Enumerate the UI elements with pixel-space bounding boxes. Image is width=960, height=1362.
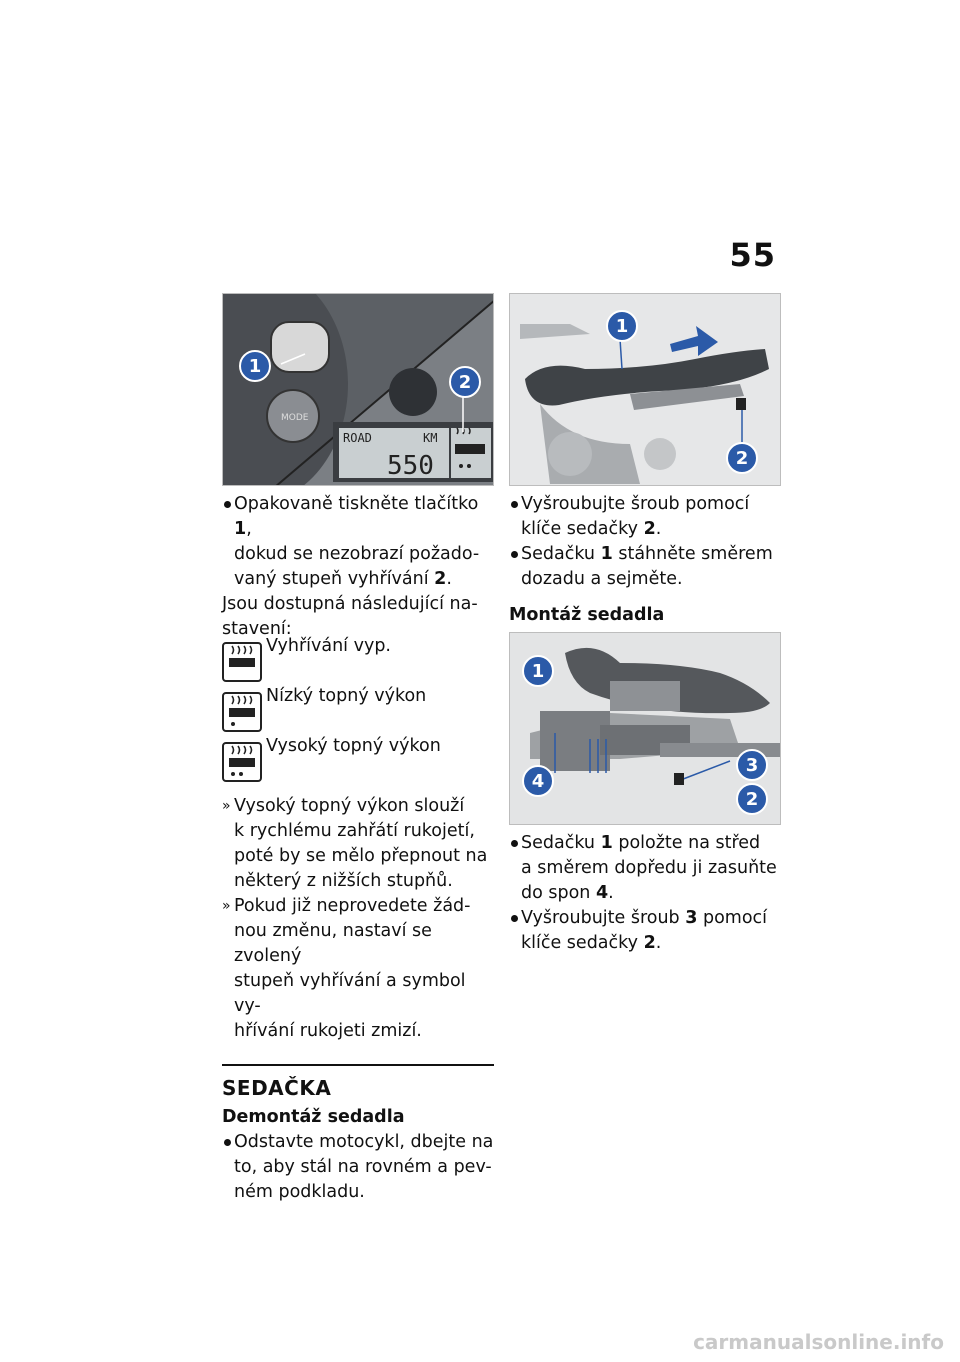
section-title: SEDAČKA	[222, 1076, 332, 1100]
step-text: dokud se nezobrazí požado-	[234, 544, 480, 564]
result-mark: »	[222, 798, 231, 814]
step-text: .	[655, 519, 662, 539]
step-text: ném podkladu.	[234, 1182, 365, 1202]
step-text: .	[446, 569, 452, 589]
step-text: Vyšroubujte šroub	[521, 908, 686, 928]
step-text: Sedačku	[521, 544, 601, 564]
step-text: dozadu a sejměte.	[521, 569, 683, 589]
note-no-change	[222, 894, 494, 1044]
heat-level-label: Nízký topný výkon	[266, 686, 427, 706]
step-text: .	[608, 883, 614, 903]
section-divider	[222, 1064, 494, 1066]
step-text: do spon	[521, 883, 596, 903]
lcd-unit: KM	[423, 431, 438, 445]
heat-level-high	[222, 734, 494, 782]
heat-level-label: Vyhřívání vyp.	[266, 636, 391, 656]
note-line: poté by se mělo přepnout na	[234, 846, 488, 866]
ref-number: 1	[234, 519, 247, 539]
step-text: Odstavte motocykl, dbejte na	[234, 1132, 494, 1152]
step-text: stáhněte směrem	[612, 544, 773, 564]
left-column	[222, 293, 494, 1205]
heated-grips-figure	[222, 293, 494, 486]
callout-2: 2	[449, 366, 481, 398]
callout-2: 2	[736, 783, 768, 815]
subsection-title-installation: Montáž sedadla	[509, 605, 665, 625]
step-press-button	[222, 492, 494, 592]
note-line: Vysoký topný výkon slouží	[234, 796, 465, 816]
step-text: ,	[246, 519, 252, 539]
ref-number: 3	[685, 908, 698, 928]
note-line: Pokud již neprovedete žád-	[234, 896, 471, 916]
lcd-mode: ROAD	[343, 431, 372, 445]
ref-number: 2	[643, 519, 656, 539]
step-text: Vyšroubujte šroub pomocí	[521, 494, 750, 514]
lcd-value: 550	[387, 451, 434, 481]
ref-number: 2	[434, 569, 447, 589]
step-text: to, aby stál na rovném a pev-	[234, 1157, 492, 1177]
step-text: Sedačku	[521, 833, 601, 853]
callout-1: 1	[606, 310, 638, 342]
step-pull-seat	[509, 542, 781, 592]
step-unscrew-bolt	[509, 492, 781, 542]
callout-1: 1	[522, 655, 554, 687]
watermark: carmanualsonline.info	[693, 1330, 944, 1354]
step-park-motorcycle	[222, 1130, 494, 1205]
note-line: některý z nižších stupňů.	[234, 871, 453, 891]
seat-installation-figure	[509, 632, 781, 825]
heat-level-low	[222, 684, 494, 732]
note-line: stupeň vyhřívání a symbol vy-	[234, 971, 466, 1016]
ref-number: 1	[600, 544, 613, 564]
result-mark: »	[222, 898, 231, 914]
right-column	[509, 293, 781, 956]
step-text: .	[655, 933, 662, 953]
step-text: pomocí	[697, 908, 768, 928]
ref-number: 2	[643, 933, 656, 953]
note-line: k rychlému zahřátí rukojetí,	[234, 821, 475, 841]
step-text: Opakovaně tiskněte tlačítko	[234, 494, 479, 514]
callout-3: 3	[736, 749, 768, 781]
step-text: vaný stupeň vyhřívání	[234, 569, 435, 589]
step-screw-bolt	[509, 906, 781, 956]
seat-removal-figure	[509, 293, 781, 486]
subsection-title-removal: Demontáž sedadla	[222, 1107, 405, 1127]
heated-grip-low-icon	[222, 692, 262, 732]
step-text: položte na střed	[612, 833, 761, 853]
intro-line: stavení:	[222, 619, 292, 639]
step-place-seat	[509, 831, 781, 906]
page-number: 55	[729, 236, 776, 274]
note-line: hřívání rukojeti zmizí.	[234, 1021, 422, 1041]
intro-line: Jsou dostupná následující na-	[222, 594, 478, 614]
ref-number: 1	[600, 833, 613, 853]
step-text: klíče sedačky	[521, 933, 644, 953]
step-text: a směrem dopředu ji zasuňte	[521, 858, 777, 878]
heat-level-label: Vysoký topný výkon	[266, 736, 441, 756]
heated-grip-high-icon	[222, 742, 262, 782]
callout-4: 4	[522, 765, 554, 797]
callout-1: 1	[239, 350, 271, 382]
step-text: klíče sedačky	[521, 519, 644, 539]
note-high-output	[222, 794, 494, 894]
mode-button-label: MODE	[281, 413, 309, 423]
heated-grip-off-icon	[222, 642, 262, 682]
ref-number: 4	[595, 883, 609, 903]
note-line: nou změnu, nastaví se zvolený	[234, 921, 432, 966]
callout-2: 2	[726, 442, 758, 474]
